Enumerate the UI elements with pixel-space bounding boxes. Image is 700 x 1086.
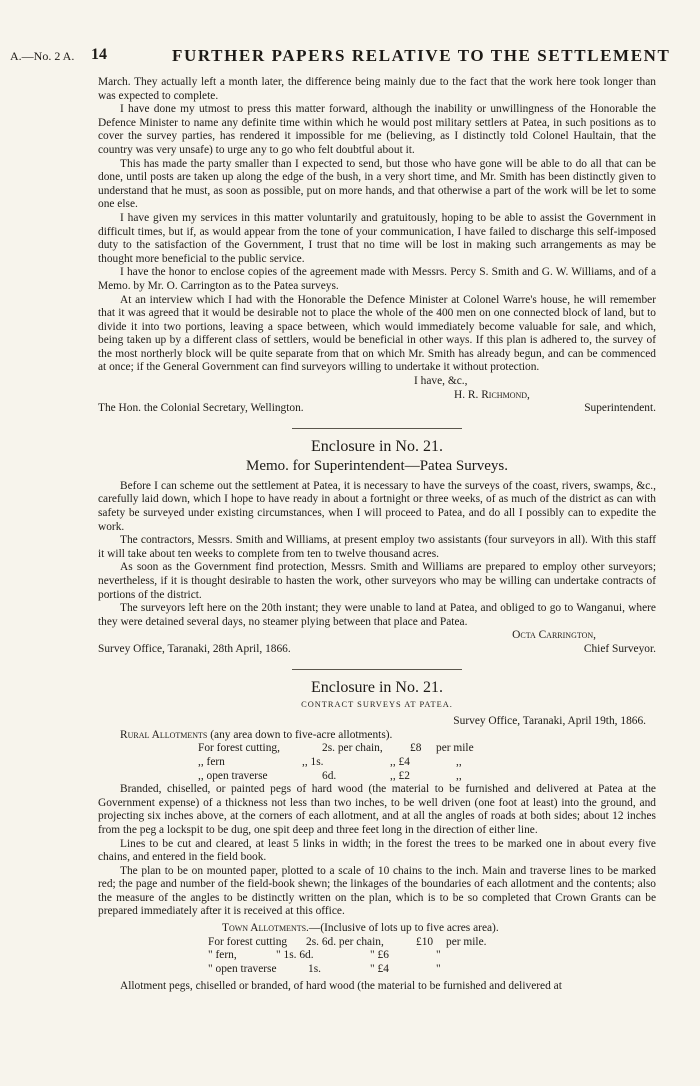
town-rates [98,936,656,977]
rate-kind: For forest cutting, [198,742,280,755]
memo-paragraph: Before I can scheme out the settlement at Patea, it is necessary to have the surveys of the coast, rivers, swamps, &c., carefully laid down, which I hope to have ready in about a fortnight or three weeks, of as much of the district as can with safety be surveyed under existing circumstances, when I will proceed to Patea, and do all I possibly can to expedite the work. [98,479,656,533]
enclosure-memo [98,437,656,657]
rate-per-chain: 6d. [322,769,337,782]
rate-row [208,949,656,963]
letter-paragraph: March. They actually left a month later, the difference being mainly due to the fact that the work here took longer than was expected to complete. [98,76,656,102]
letter-signature: H. R. Richmond, [454,388,530,401]
letter-paragraph: I have given my services in this matter voluntarily and gratuitously, hoping to be able to assist the Government in difficult times, but if, as would appear from the tone of your communication, I have failed to discharge this self-imposed duty to the satisfaction of the Government, I trust that no time will be lost in making such arrangements as may be thought more beneficial to the public service. [98,211,656,265]
memo-footer [98,643,656,657]
page-body [98,76,656,994]
letter-paragraph: I have the honor to enclose copies of the agreement made with Messrs. Percy S. Smith and G. W. Williams, and of a Memo. by Mr. O. Carrington as to the Patea surveys. [98,266,656,292]
rate-row [198,742,656,756]
memo-signature: Octa Carrington, [512,629,596,642]
rural-rates [98,742,656,783]
rate-per-chain: ,, 1s. [302,755,324,768]
rate-amount: " £4 [370,962,389,975]
rate-row [208,936,656,950]
rural-note: (any area down to five-acre allotments). [210,728,393,741]
rate-kind: For forest cutting [208,935,288,948]
rate-per-chain: 2s. 6d. per chain, [306,935,384,948]
rate-amount: ,, £4 [390,755,410,768]
rate-kind: ,, open traverse [198,769,268,782]
paper-reference: A.—No. 2 A. [10,49,75,63]
town-allotments-heading [98,922,656,936]
section-rule [292,669,462,670]
rural-title: Rural Allotments [120,728,208,741]
letter-addressee: The Hon. the Colonial Secretary, Wellington. [98,402,304,415]
contract-place-date: Survey Office, Taranaki, April 19th, 1866. [453,715,646,728]
letter-paragraph: This has made the party smaller than I expected to send, but those who have gone will be able to do all that can be done, until posts are taken up along the edge of the bush, in a very short time, and Mr. Smith has been distinctly given to understand that he must, as soon as possible, put on more hands, and that otherwise a part of the work will be let to some one else. [98,157,656,211]
rate-amount: £8 [410,742,422,755]
enclosure-heading: Enclosure in No. 21. [311,437,443,455]
letter [98,76,656,416]
rate-unit: ,, [456,755,462,768]
contract-paragraph: Branded, chiselled, or painted pegs of hard wood (the material to be furnished and delivered at Patea at the Government expense) of a thickness not less than two inches, to be well driven (one foot at least) into the ground, and projecting six inches above, at the corners of each allotment, and at all the angles of roads at both sides; about 12 inches from the peg a lockspit to be dug, one spit deep and three feet long in the direction of either line. [98,783,656,836]
page-header [0,46,700,68]
rate-per-chain: 1s. [308,962,321,975]
rate-unit: ,, [456,769,462,782]
contract-paragraph: Allotment pegs, chiselled or branded, of hard wood (the material to be furnished and delivered at [120,980,562,993]
rate-unit: " [436,949,441,962]
rate-per-chain: 2s. per chain, [322,742,383,755]
letter-closing: I have, &c., [414,375,468,388]
town-note: —(Inclusive of lots up to five acres area). [308,922,499,935]
memo-paragraph: The surveyors left here on the 20th instant; they were unable to land at Patea, and obliged to go to Wanganui, where they were detained several days, no steamer plying between that place and Patea. [98,602,656,628]
rate-amount: ,, £2 [390,769,410,782]
rate-unit: " [436,962,441,975]
letter-signer-title: Superintendent. [584,402,656,415]
memo-office-date: Survey Office, Taranaki, 28th April, 1866. [98,642,291,655]
rate-kind: " open traverse [208,962,277,975]
letter-paragraph: I have done my utmost to press this matter forward, although the inability or unwillingness of the Honorable the Defence Minister to name any definite time within which he would post military settlers at Patea, in such positions as to cover the survey parties, has rendered it impossible for me (believing, as I distinctly told Colonel Haultain, that the country was very unsafe) to urge any to go who felt doubtful about it. [98,103,656,156]
rate-unit: per mile. [446,935,487,948]
town-title: Town Allotments. [222,922,309,935]
rate-amount: " £6 [370,949,389,962]
letter-paragraph: At an interview which I had with the Honorable the Defence Minister at Colonel Warre's house, he will remember that it was agreed that it would be desirable not to place the whole of the 400 men on one connected block of land, but to divide it into two portions, leaving a space between, which would immediately become valuable for sale, and which, being taken up by a different class of settlers, would be beneficial in other ways. If this plan is adhered to, the survey of the most northerly block will be quite separate from that on which Mr. Smith has already begun, and can be commenced at once; if the General Government can find surveyors willing to undertake it without protection. [98,293,656,374]
memo-paragraph: As soon as the Government find protection, Messrs. Smith and Williams are prepared to employ other surveyors; nevertheless, if it is thought desirable to hasten the work, other surveyors who may be willing can undertake contracts of portions of the district. [98,561,656,601]
letter-footer [98,402,656,416]
rate-row [198,770,656,784]
rate-kind: " fern, [208,949,237,962]
rate-unit: per mile [436,742,474,755]
memo-title: Memo. for Superintendent—Patea Surveys. [245,457,509,474]
rate-per-chain: " 1s. 6d. [276,949,314,962]
rural-allotments-heading [98,729,656,743]
rate-row [208,963,656,977]
memo-signer-title: Chief Surveyor. [583,642,656,655]
rate-amount: £10 [416,935,434,948]
contract-title: CONTRACT SURVEYS AT PATEA. [301,699,453,709]
contract-paragraph: The plan to be on mounted paper, plotted to a scale of 10 chains to the inch. Main and traverse lines to be marked red; the page and number of the field-book shewn; the linkages of the boundaries of each allotment and the contents; also the measure of the angles to be distinctly written on the plan, which is to be so completed that Crown Grants can be prepared immediately after it is received at this office. [98,864,656,918]
running-title: FURTHER PAPERS RELATIVE TO THE SETTLEMENT [172,46,671,65]
contract-paragraph: Lines to be cut and cleared, at least 5 links in width; in the forest the trees to be marked one in about every five chains, and entered in the field book. [98,837,656,864]
page-number: 14 [91,46,107,63]
memo-paragraph: The contractors, Messrs. Smith and Williams, at present employ two assistants (four surveyors in all). With this staff it will take about ten weeks to complete from ten to twelve thousand acres. [98,534,656,560]
rate-kind: ,, fern [198,755,225,768]
enclosure-heading: Enclosure in No. 21. [311,678,443,696]
rate-row [198,756,656,770]
enclosure-contract [98,678,656,994]
section-rule [292,428,462,429]
